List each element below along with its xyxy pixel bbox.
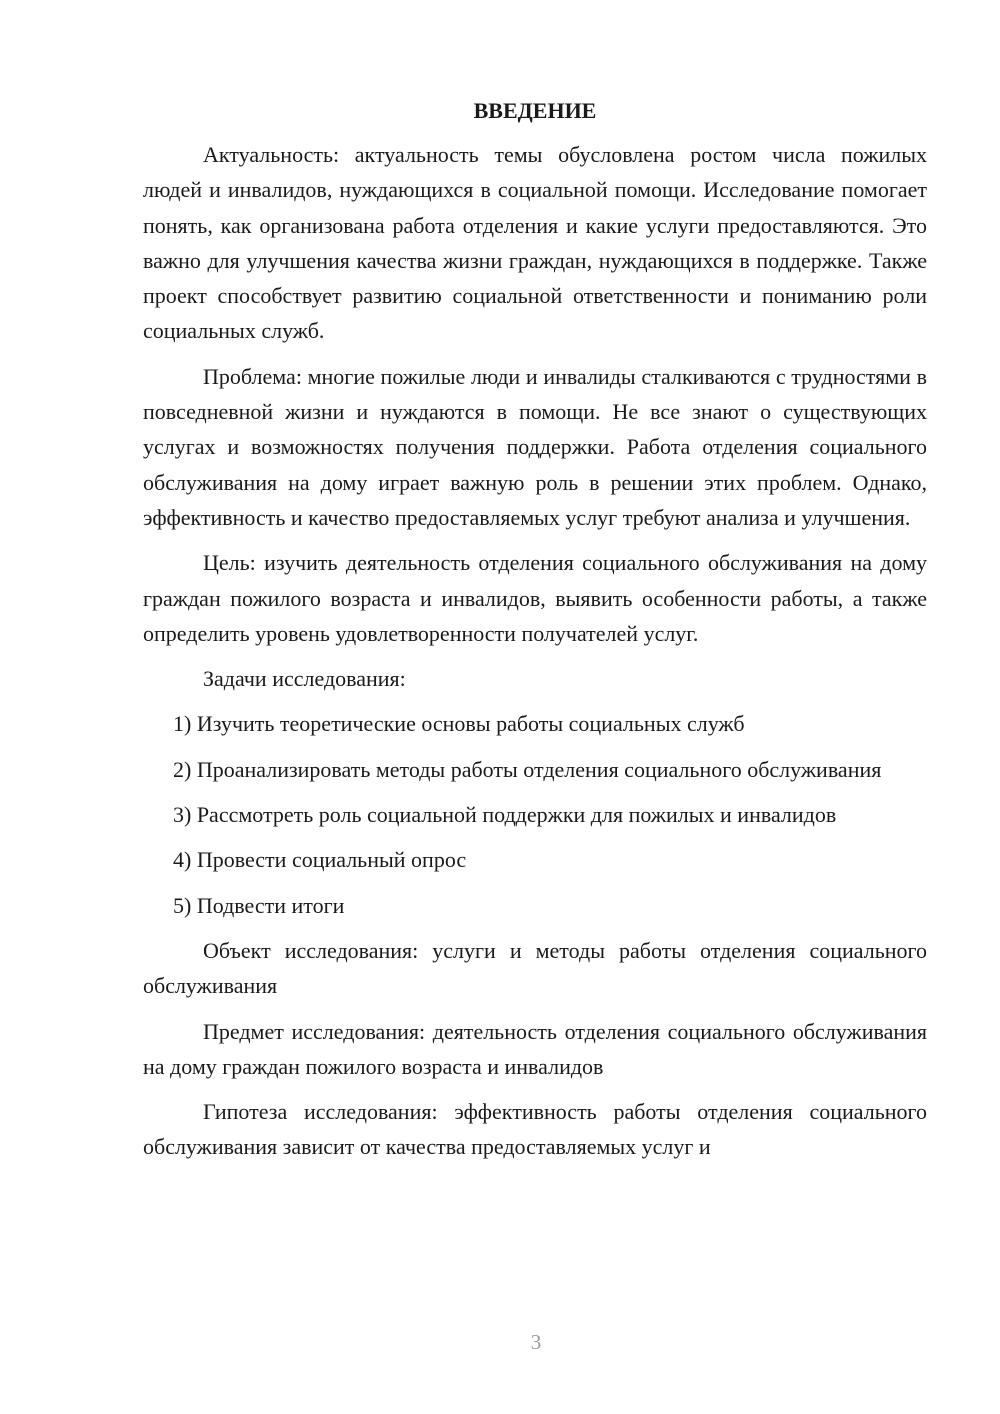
page-number: 3 xyxy=(530,1330,542,1354)
tasks-heading: Задачи исследования: xyxy=(203,666,406,692)
task-item-5: 5) Подвести итоги xyxy=(173,892,345,918)
paragraph-problem: Проблема: многие пожилые люди и инвалиды сталкиваются с трудностями в повседневной жизни и нуждаются в помощи. Не все знают о существующих услугах и возможностях получения поддержки. Работа отделения социального обслуживания на дому играет важную роль в решении этих проблем. Однако, эффективность и качество предоставляемых услуг требуют анализа и улучшения. xyxy=(143,363,927,530)
section-title: ВВЕДЕНИЕ xyxy=(473,98,597,123)
task-item-1: 1) Изучить теоретические основы работы социальных служб xyxy=(173,711,745,737)
task-item-4: 4) Провести социальный опрос xyxy=(173,847,467,873)
task-item-3: 3) Рассмотреть роль социальной поддержки для пожилых и инвалидов xyxy=(173,802,837,828)
page-content xyxy=(143,95,927,1165)
task-item-2: 2) Проанализировать методы работы отделения социального обслуживания xyxy=(173,756,882,782)
paragraph-relevance: Актуальность: актуальность темы обусловлена ростом числа пожилых людей и инвалидов, нуждающихся в социальной помощи. Исследование помогает понять, как организована работа отделения и какие услуги предоставляются. Это важно для улучшения качества жизни граждан, нуждающихся в поддержке. Также проект способствует развитию социальной ответственности и пониманию роли социальных служб. xyxy=(143,142,927,344)
paragraph-hypothesis: Гипотеза исследования: эффективность работы отделения социального обслуживания зависит от качества предоставляемых услуг и xyxy=(143,1099,927,1160)
paragraph-subject: Предмет исследования: деятельность отделения социального обслуживания на дому граждан пожилого возраста и инвалидов xyxy=(143,1018,927,1079)
paragraph-goal: Цель: изучить деятельность отделения социального обслуживания на дому граждан пожилого возраста и инвалидов, выявить особенности работы, а также определить уровень удовлетворенности получателей услуг. xyxy=(143,550,927,646)
paragraph-object: Объект исследования: услуги и методы работы отделения социального обслуживания xyxy=(143,937,927,999)
